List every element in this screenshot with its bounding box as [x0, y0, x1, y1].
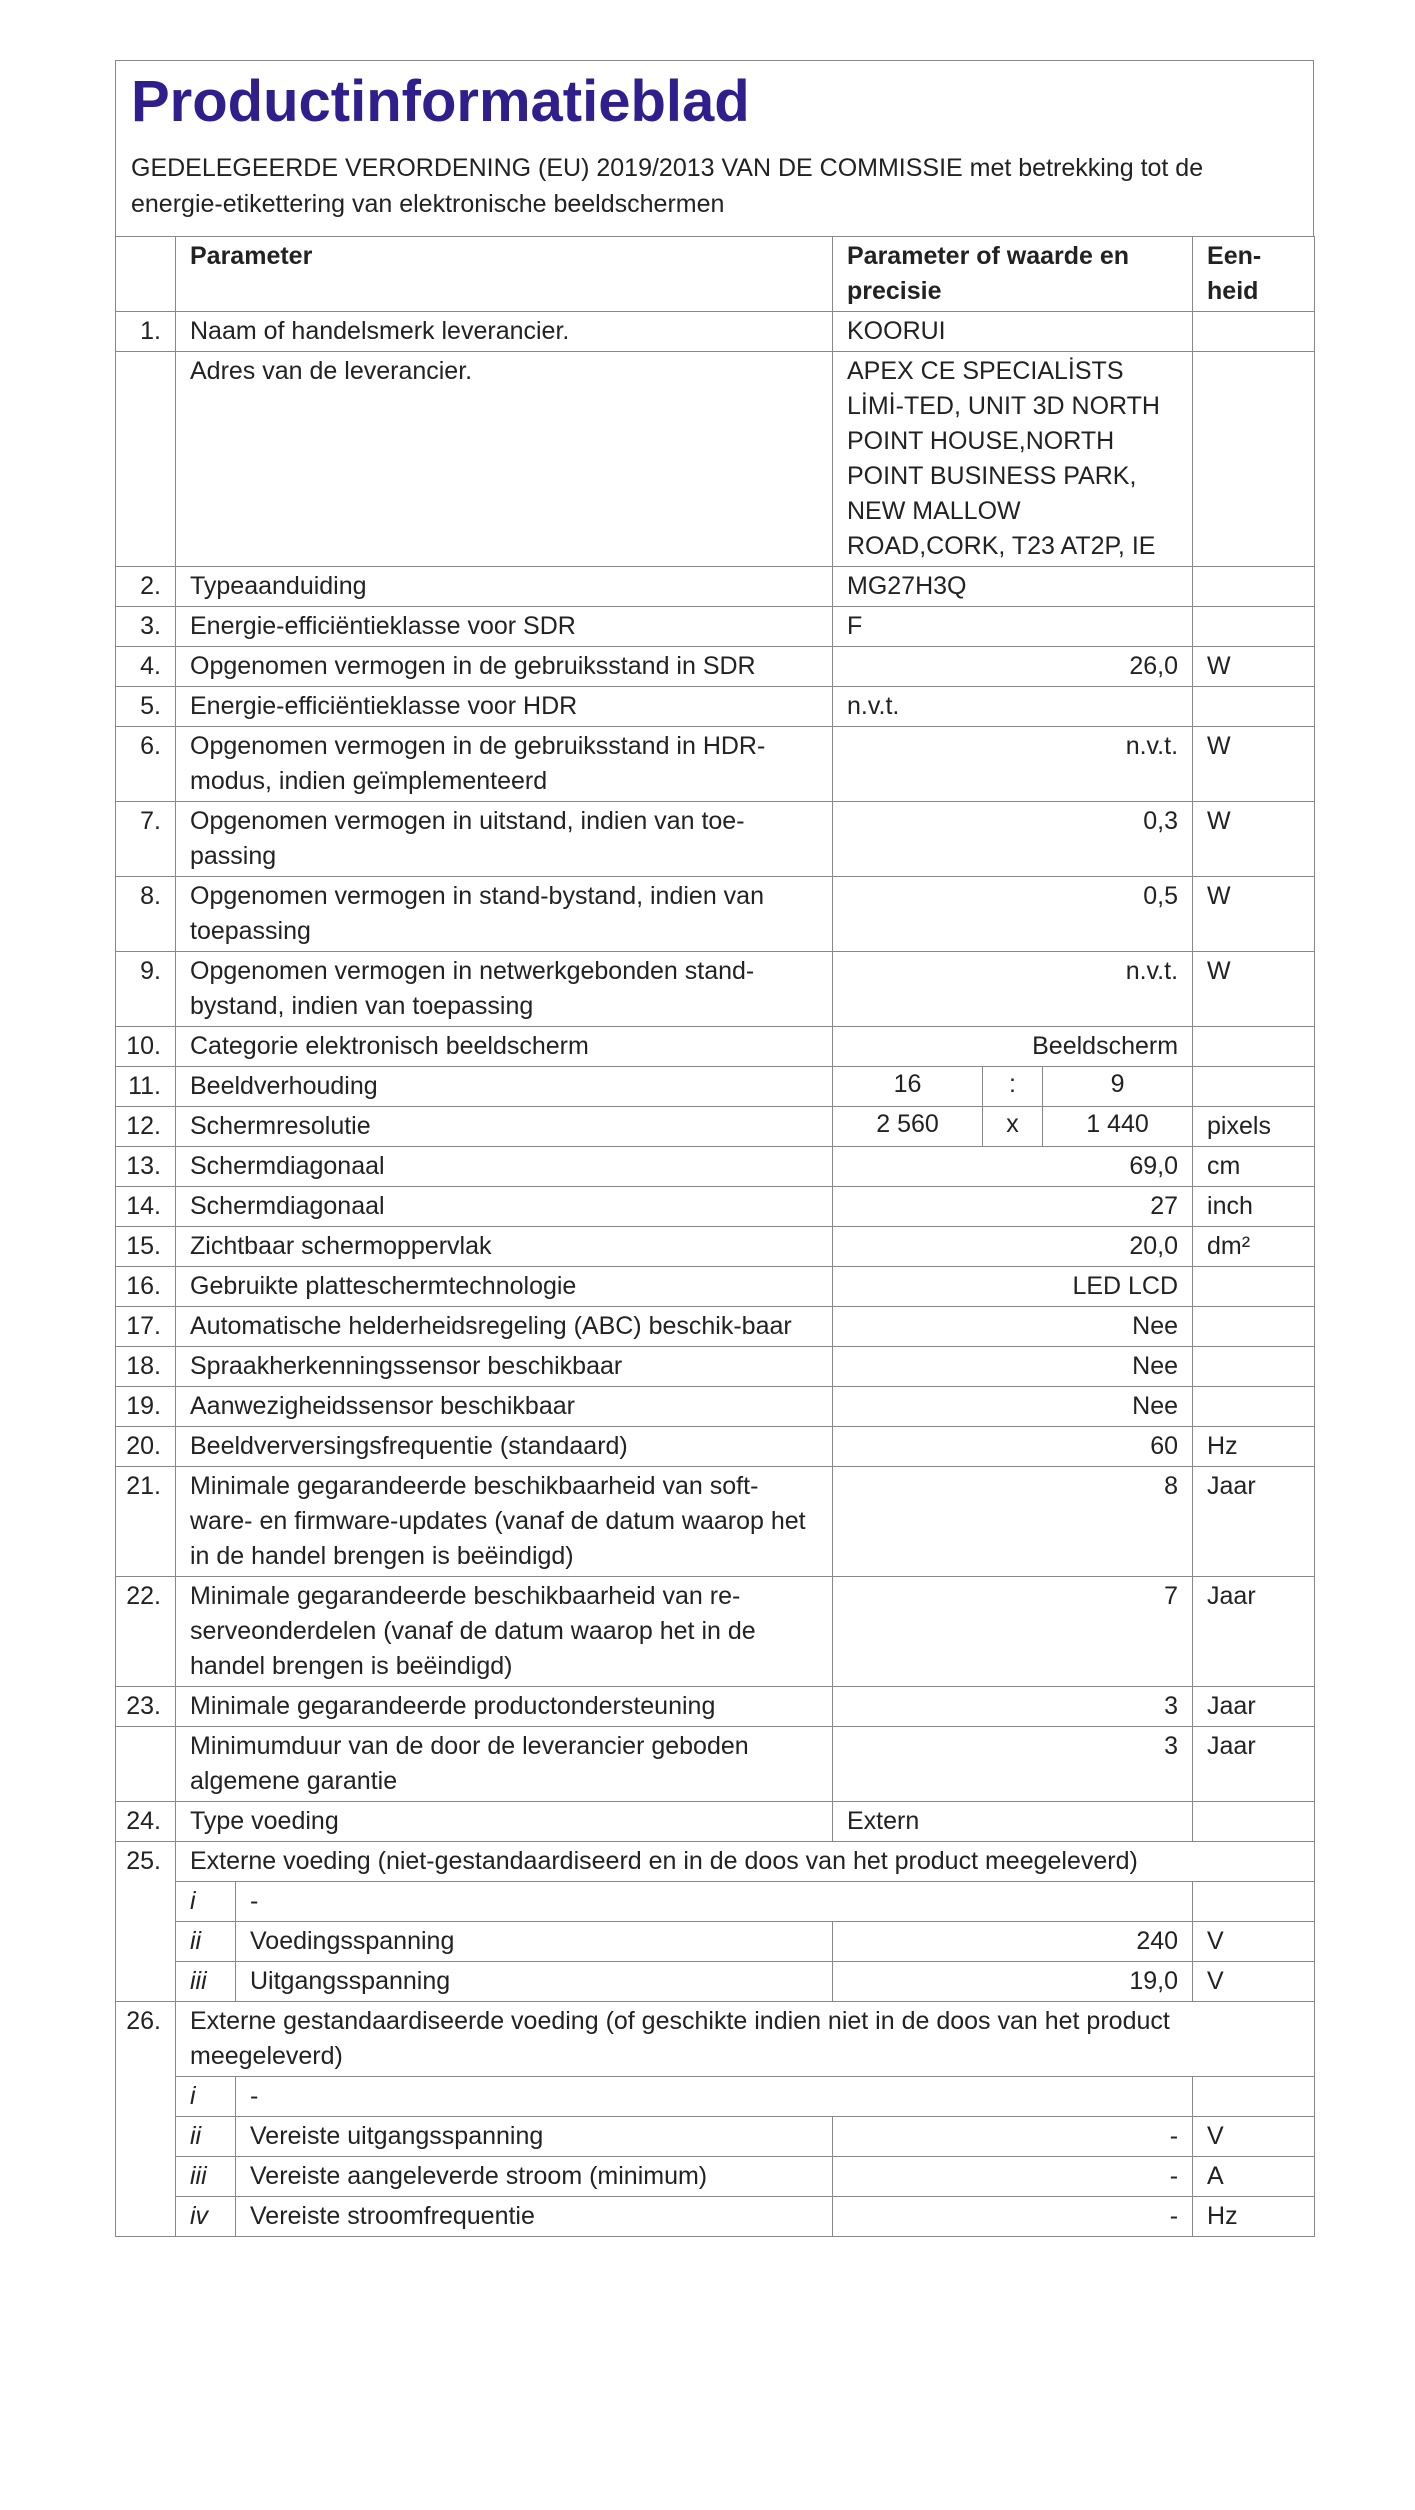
row-value: 7 — [833, 1576, 1193, 1686]
section-unit: V — [1193, 1961, 1315, 2001]
table-row — [116, 686, 1315, 726]
table-row — [116, 351, 1315, 566]
row-unit — [1193, 1266, 1315, 1306]
section-text: - — [236, 1881, 1193, 1921]
row-parameter: Spraakherkenningssensor beschikbaar — [176, 1346, 833, 1386]
row-number: 7. — [116, 801, 176, 876]
row-number: 23. — [116, 1686, 176, 1726]
section-value: - — [833, 2196, 1193, 2236]
table-row — [116, 1186, 1315, 1226]
section-standardised-power-supply — [116, 2001, 1315, 2236]
row-number: 8. — [116, 876, 176, 951]
section-unit: Hz — [1193, 2196, 1315, 2236]
table-body — [116, 311, 1315, 1841]
row-number: 6. — [116, 726, 176, 801]
row-number: 11. — [116, 1066, 176, 1106]
section-external-power-supply — [116, 1841, 1315, 2001]
section-value: - — [833, 2156, 1193, 2196]
row-parameter: Schermresolutie — [176, 1106, 833, 1146]
row-unit: Jaar — [1193, 1466, 1315, 1576]
row-unit: W — [1193, 801, 1315, 876]
row-parameter: Aanwezigheidssensor beschikbaar — [176, 1386, 833, 1426]
row-parameter: Opgenomen vermogen in de gebruiksstand in SDR — [176, 646, 833, 686]
row-number: 2. — [116, 566, 176, 606]
table-row — [116, 1576, 1315, 1686]
row-number: 22. — [116, 1576, 176, 1686]
row-value: n.v.t. — [833, 686, 1193, 726]
section-heading: Externe voeding (niet-gestandaardiseerd en in de doos van het product meegeleverd) — [176, 1841, 1315, 1881]
section-text: - — [236, 2076, 1193, 2116]
row-parameter: Minimale gegarandeerde productondersteuning — [176, 1686, 833, 1726]
row-unit — [1193, 1026, 1315, 1066]
row-unit — [1193, 311, 1315, 351]
row-value: 0,5 — [833, 876, 1193, 951]
row-parameter: Zichtbaar schermoppervlak — [176, 1226, 833, 1266]
section-roman: ii — [176, 1921, 236, 1961]
table-row — [116, 1266, 1315, 1306]
row-value: KOORUI — [833, 311, 1193, 351]
row-parameter: Opgenomen vermogen in uitstand, indien van toe-passing — [176, 801, 833, 876]
row-parameter: Opgenomen vermogen in netwerkgebonden stand-bystand, indien van toepassing — [176, 951, 833, 1026]
section-value: - — [833, 2116, 1193, 2156]
row-number: 4. — [116, 646, 176, 686]
row-parameter: Categorie elektronisch beeldscherm — [176, 1026, 833, 1066]
section-roman: iv — [176, 2196, 236, 2236]
table-row — [116, 1146, 1315, 1186]
row-value-separator: x — [983, 1106, 1043, 1146]
table-row — [116, 876, 1315, 951]
row-unit: W — [1193, 876, 1315, 951]
row-value: Nee — [833, 1386, 1193, 1426]
header-num — [116, 236, 176, 311]
row-number: 1. — [116, 311, 176, 351]
row-parameter: Schermdiagonaal — [176, 1146, 833, 1186]
page-title: Productinformatieblad — [131, 69, 750, 134]
table-row — [116, 311, 1315, 351]
section-text: Vereiste aangeleverde stroom (minimum) — [236, 2156, 833, 2196]
row-value: 20,0 — [833, 1226, 1193, 1266]
row-value: Nee — [833, 1306, 1193, 1346]
section-value: 240 — [833, 1921, 1193, 1961]
row-value: MG27H3Q — [833, 566, 1193, 606]
parameter-table — [115, 236, 1315, 2237]
product-information-sheet — [115, 60, 1314, 2237]
row-number: 14. — [116, 1186, 176, 1226]
row-value: Extern — [833, 1801, 1193, 1841]
row-number: 18. — [116, 1346, 176, 1386]
header-value: Parameter of waarde en precisie — [833, 236, 1193, 311]
row-value-a: 2 560 — [833, 1106, 983, 1146]
row-number: 24. — [116, 1801, 176, 1841]
table-row — [116, 1226, 1315, 1266]
row-unit: Jaar — [1193, 1726, 1315, 1801]
row-parameter: Automatische helderheidsregeling (ABC) beschik-baar — [176, 1306, 833, 1346]
row-number — [116, 351, 176, 566]
row-value: Beeldscherm — [833, 1026, 1193, 1066]
section-row — [116, 1961, 1315, 2001]
section-roman: i — [176, 1881, 236, 1921]
row-unit: dm² — [1193, 1226, 1315, 1266]
row-value: Nee — [833, 1346, 1193, 1386]
regulation-subtitle: GEDELEGEERDE VERORDENING (EU) 2019/2013 VAN DE COMMISSIE met betrekking tot de energie-etikettering van elektronische beeldschermen — [131, 153, 1204, 218]
row-value: 69,0 — [833, 1146, 1193, 1186]
section-unit: V — [1193, 2116, 1315, 2156]
row-value: 60 — [833, 1426, 1193, 1466]
row-number: 21. — [116, 1466, 176, 1576]
row-parameter: Beeldverhouding — [176, 1066, 833, 1106]
row-unit: Hz — [1193, 1426, 1315, 1466]
row-parameter: Typeaanduiding — [176, 566, 833, 606]
row-parameter: Opgenomen vermogen in de gebruiksstand in HDR-modus, indien geïmplementeerd — [176, 726, 833, 801]
row-number: 10. — [116, 1026, 176, 1066]
row-number: 17. — [116, 1306, 176, 1346]
row-unit — [1193, 351, 1315, 566]
row-parameter: Schermdiagonaal — [176, 1186, 833, 1226]
table-row — [116, 951, 1315, 1026]
row-unit — [1193, 1801, 1315, 1841]
section-text: Vereiste uitgangsspanning — [236, 2116, 833, 2156]
table-row — [116, 1466, 1315, 1576]
section-text: Vereiste stroomfrequentie — [236, 2196, 833, 2236]
section-unit: V — [1193, 1921, 1315, 1961]
row-parameter: Gebruikte platteschermtechnologie — [176, 1266, 833, 1306]
row-parameter: Naam of handelsmerk leverancier. — [176, 311, 833, 351]
row-number: 16. — [116, 1266, 176, 1306]
row-parameter: Type voeding — [176, 1801, 833, 1841]
section-row — [116, 2156, 1315, 2196]
table-row — [116, 1801, 1315, 1841]
row-value: 8 — [833, 1466, 1193, 1576]
row-value: 3 — [833, 1686, 1193, 1726]
row-unit — [1193, 606, 1315, 646]
section-row — [116, 2076, 1315, 2116]
table-row — [116, 1686, 1315, 1726]
table-row — [116, 726, 1315, 801]
row-parameter: Minimale gegarandeerde beschikbaarheid van soft-ware- en firmware-updates (vanaf de datum waarop het in de handel brengen is beëindigd) — [176, 1466, 833, 1576]
row-unit — [1193, 566, 1315, 606]
section-row — [116, 2116, 1315, 2156]
section-value: 19,0 — [833, 1961, 1193, 2001]
row-value: 26,0 — [833, 646, 1193, 686]
section-unit: A — [1193, 2156, 1315, 2196]
row-unit: W — [1193, 951, 1315, 1026]
section-unit — [1193, 1881, 1315, 1921]
row-parameter: Energie-efficiëntieklasse voor SDR — [176, 606, 833, 646]
row-number — [116, 1726, 176, 1801]
row-value: n.v.t. — [833, 951, 1193, 1026]
row-parameter: Minimale gegarandeerde beschikbaarheid van re-serveonderdelen (vanaf de datum waarop het in de handel brengen is beëindigd) — [176, 1576, 833, 1686]
table-row — [116, 1066, 1315, 1106]
table-row — [116, 1306, 1315, 1346]
row-value: 3 — [833, 1726, 1193, 1801]
row-number: 5. — [116, 686, 176, 726]
section-text: Voedingsspanning — [236, 1921, 833, 1961]
section-unit — [1193, 2076, 1315, 2116]
section-number: 25. — [116, 1841, 176, 2001]
row-unit: W — [1193, 646, 1315, 686]
table-row — [116, 1726, 1315, 1801]
table-row — [116, 606, 1315, 646]
section-row — [116, 1921, 1315, 1961]
row-number: 3. — [116, 606, 176, 646]
row-value-b: 9 — [1043, 1066, 1193, 1106]
section-roman: i — [176, 2076, 236, 2116]
row-value: LED LCD — [833, 1266, 1193, 1306]
row-value: n.v.t. — [833, 726, 1193, 801]
section-heading-row — [116, 2001, 1315, 2076]
section-roman: ii — [176, 2116, 236, 2156]
section-heading: Externe gestandaardiseerde voeding (of geschikte indien niet in de doos van het product meegeleverd) — [176, 2001, 1315, 2076]
section-number: 26. — [116, 2001, 176, 2236]
row-unit — [1193, 1346, 1315, 1386]
header-parameter: Parameter — [176, 236, 833, 311]
row-number: 12. — [116, 1106, 176, 1146]
row-value-separator: : — [983, 1066, 1043, 1106]
section-roman: iii — [176, 2156, 236, 2196]
sheet-header — [115, 60, 1314, 236]
section-row — [116, 2196, 1315, 2236]
row-number: 9. — [116, 951, 176, 1026]
table-row — [116, 1386, 1315, 1426]
row-parameter: Minimumduur van de door de leverancier geboden algemene garantie — [176, 1726, 833, 1801]
row-unit: W — [1193, 726, 1315, 801]
row-number: 19. — [116, 1386, 176, 1426]
table-row — [116, 646, 1315, 686]
section-roman: iii — [176, 1961, 236, 2001]
row-parameter: Opgenomen vermogen in stand-bystand, indien van toepassing — [176, 876, 833, 951]
header-unit: Een-heid — [1193, 236, 1315, 311]
row-unit: cm — [1193, 1146, 1315, 1186]
row-value-a: 16 — [833, 1066, 983, 1106]
row-unit — [1193, 1066, 1315, 1106]
table-row — [116, 1026, 1315, 1066]
table-row — [116, 1106, 1315, 1146]
row-unit — [1193, 1386, 1315, 1426]
row-value: APEX CE SPECIALİSTS LİMİ-TED, UNIT 3D NORTH POINT HOUSE,NORTH POINT BUSINESS PARK, NEW MALLOW ROAD,CORK, T23 AT2P, IE — [833, 351, 1193, 566]
section-text: Uitgangsspanning — [236, 1961, 833, 2001]
row-unit — [1193, 1306, 1315, 1346]
row-value: F — [833, 606, 1193, 646]
row-unit: Jaar — [1193, 1686, 1315, 1726]
row-number: 20. — [116, 1426, 176, 1466]
row-parameter: Adres van de leverancier. — [176, 351, 833, 566]
table-header-row — [116, 236, 1315, 311]
row-parameter: Energie-efficiëntieklasse voor HDR — [176, 686, 833, 726]
table-row — [116, 1426, 1315, 1466]
row-number: 13. — [116, 1146, 176, 1186]
row-value-b: 1 440 — [1043, 1106, 1193, 1146]
section-row — [116, 1881, 1315, 1921]
row-parameter: Beeldverversingsfrequentie (standaard) — [176, 1426, 833, 1466]
row-unit: inch — [1193, 1186, 1315, 1226]
table-row — [116, 801, 1315, 876]
row-unit: pixels — [1193, 1106, 1315, 1146]
row-value: 27 — [833, 1186, 1193, 1226]
row-number: 15. — [116, 1226, 176, 1266]
table-row — [116, 566, 1315, 606]
row-unit: Jaar — [1193, 1576, 1315, 1686]
section-heading-row — [116, 1841, 1315, 1881]
row-value: 0,3 — [833, 801, 1193, 876]
row-unit — [1193, 686, 1315, 726]
table-row — [116, 1346, 1315, 1386]
